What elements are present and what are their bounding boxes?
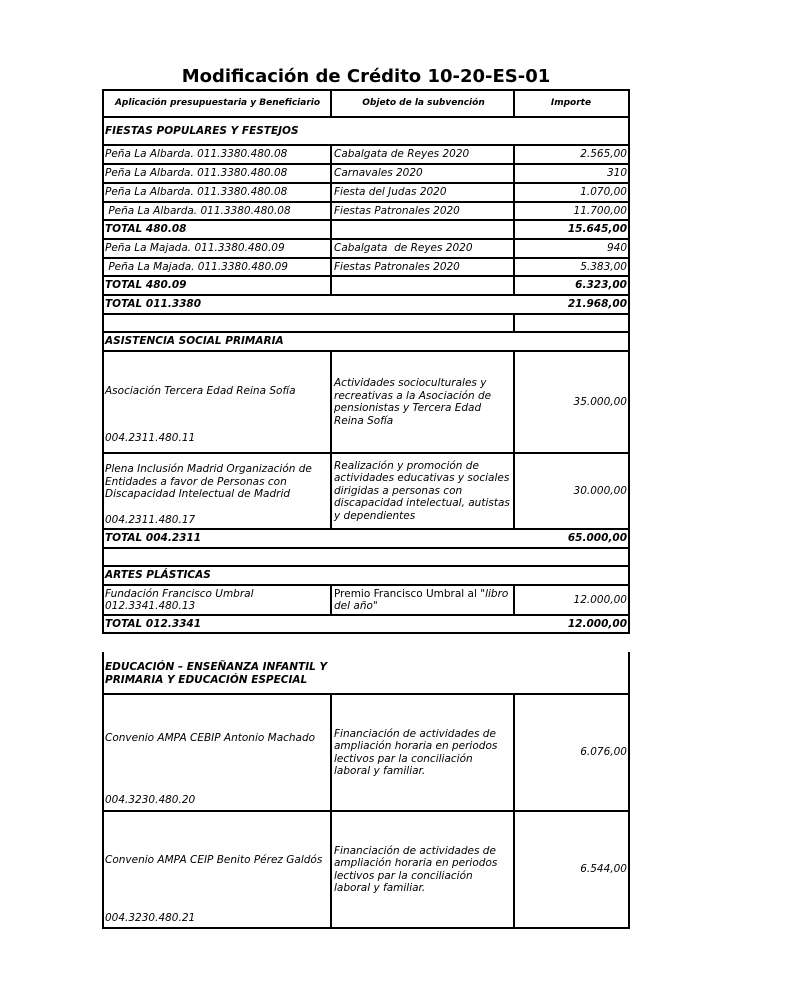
importe-cell: 940 [513,240,628,257]
total-row [102,296,630,315]
budget-code: 004.2311.480.17 [105,513,196,526]
importe-cell: 30.000,00 [513,454,628,528]
objeto-cell: Fiestas Patronales 2020 [330,203,513,219]
header-objeto: Objeto de la subvención [330,91,513,116]
total-value: 21.968,00 [567,298,627,311]
table-row [102,352,630,454]
objeto-cell: Cabalgata de Reyes 2020 [330,240,513,257]
total-row [102,616,630,634]
beneficiario-name: Plena Inclusión Madrid Organización de Entidades a favor de Personas con Discapacidad Intelectual de Madrid [105,463,312,500]
budget-code: 004.3230.480.21 [105,911,196,924]
total-label: TOTAL 004.2311 [105,532,202,545]
objeto-cell: Financiación de actividades de ampliación horaria en periodos lectivos par la conciliación laboral y familiar. [330,695,513,810]
objeto-cell: Financiación de actividades de ampliación horaria en periodos lectivos par la conciliación laboral y familiar. [330,812,513,927]
importe-cell: 310 [513,165,628,182]
beneficiario-cell [104,695,330,810]
beneficiario-cell: Peña La Albarda. 011.3380.480.08 [105,204,291,217]
empty-cell [330,277,513,294]
section-title: ARTES PLÁSTICAS [105,569,211,582]
table-row [102,259,630,277]
total-value: 6.323,00 [513,277,628,294]
objeto-italic: libro del año [334,587,509,612]
beneficiario-cell [104,352,330,452]
objeto-cell: Fiesta del Judas 2020 [330,184,513,201]
section-title: ASISTENCIA SOCIAL PRIMARIA [105,335,284,348]
beneficiario-cell: Fundación Francisco Umbral 012.3341.480.13 [105,587,254,612]
objeto-cell: Cabalgata de Reyes 2020 [330,146,513,163]
total-label: TOTAL 012.3341 [105,617,202,630]
spacer-row [102,549,630,567]
objeto-cell: Carnavales 2020 [330,165,513,182]
table-row [102,240,630,259]
section-row-artes [102,567,630,586]
total-row [102,277,630,296]
beneficiario-cell: Peña La Albarda. 011.3380.480.08 [105,186,288,199]
total-label: TOTAL 480.08 [105,223,187,236]
empty-cell [513,315,628,331]
beneficiario-name: Convenio AMPA CEIP Benito Pérez Galdós [105,854,323,866]
importe-cell: 6.544,00 [513,812,628,927]
beneficiario-cell [104,812,330,927]
objeto-cell: Fiestas Patronales 2020 [330,259,513,275]
beneficiario-cell: Peña La Majada. 011.3380.480.09 [105,260,288,273]
beneficiario-name: Convenio AMPA CEBIP Antonio Machado [105,732,316,744]
budget-code: 004.3230.480.20 [105,793,196,806]
objeto-cell: Realización y promoción de actividades educativas y sociales dirigidas a personas con discapacidad intelectual, autistas y dependientes [330,454,513,528]
table-row [102,454,630,530]
section-title: FIESTAS POPULARES Y FESTEJOS [105,124,299,137]
total-label: TOTAL 011.3380 [105,298,202,311]
table-row [102,586,630,616]
total-label: TOTAL 480.09 [105,279,187,292]
table-row [102,184,630,203]
importe-cell: 1.070,00 [513,184,628,201]
total-value: 65.000,00 [567,532,627,545]
table-row [102,146,630,165]
total-value: 15.645,00 [513,221,628,238]
importe-cell: 11.700,00 [513,203,628,219]
importe-cell: 5.383,00 [513,259,628,275]
header-importe: Importe [513,91,628,116]
objeto-text: Premio Francisco Umbral al " [334,587,486,600]
objeto-cell: Actividades socioculturales y recreativas a la Asociación de pensionistas y Tercera Edad Reina Sofía [330,352,513,452]
beneficiario-cell: Peña La Majada. 011.3380.480.09 [105,242,285,255]
document-title: Modificación de Crédito 10-20-ES-01 [181,66,551,87]
section-title: EDUCACIÓN – ENSEÑANZA INFANTIL Y PRIMARIA Y EDUCACIÓN ESPECIAL [105,661,328,686]
total-row [102,530,630,549]
table-row [102,203,630,221]
importe-cell: 35.000,00 [513,352,628,452]
total-value: 12.000,00 [567,617,627,630]
beneficiario-cell: Peña La Albarda. 011.3380.480.08 [105,167,288,180]
table-row [102,695,630,812]
section-row-educacion [102,652,630,695]
beneficiario-cell [104,454,330,528]
beneficiario-cell: Peña La Albarda. 011.3380.480.08 [105,148,288,161]
spacer-row [102,315,630,333]
objeto-cell [330,586,513,614]
beneficiario-name: Asociación Tercera Edad Reina Sofía [105,385,296,397]
importe-cell: 12.000,00 [513,586,628,614]
total-row [102,221,630,240]
table-row [102,812,630,929]
table-row [102,165,630,184]
importe-cell: 6.076,00 [513,695,628,810]
budget-code: 004.2311.480.11 [105,431,196,444]
importe-cell: 2.565,00 [513,146,628,163]
empty-cell [330,221,513,238]
section-row-fiestas [102,118,630,146]
section-row-asistencia [102,333,630,352]
table-header [102,89,630,118]
header-beneficiario: Aplicación presupuestaria y Beneficiario [114,98,321,109]
objeto-quote: " [372,600,378,612]
